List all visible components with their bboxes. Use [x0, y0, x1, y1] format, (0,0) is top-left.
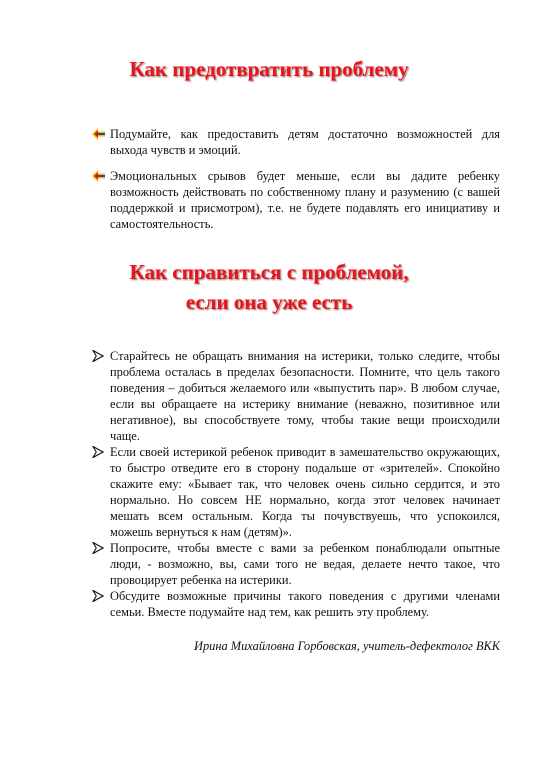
- list-item: [92, 126, 500, 158]
- prevention-list: [92, 126, 500, 242]
- list-item: [92, 444, 500, 540]
- list-item: [92, 348, 500, 444]
- list-item: [92, 540, 500, 588]
- list-item: [92, 168, 500, 232]
- list-item-text: Старайтесь не обращать внимания на истерики, только следите, чтобы проблема осталась в пределах безопасности. Помните, что цель такого поведения – добиться желаемого или «выпустить пар». В любом случае, если вы обращаете на истерику внимание (неважно, позитивное или негативное), вы способствуете тому, чтобы такие вещи происходили чаще.: [110, 349, 500, 443]
- chevron-bullet-icon: [92, 542, 106, 554]
- section-title-line: если она уже есть: [185, 290, 353, 314]
- list-item-text: Если своей истерикой ребенок приводит в замешательство окружающих, то быстро отведите его в сторону подальше от «зрителей». Спокойно скажите ему: «Бывает так, что человек очень сильно сердится, и это нормально. Но совсем НЕ нормально, когда этот человек начинает мешать всем остальным. Когда ты почувствуешь, что успокоился, можешь вернуться к нам (детям)».: [110, 445, 500, 539]
- section-title-handle: [0, 257, 538, 317]
- list-item-text: Обсудите возможные причины такого поведения с другими членами семьи. Вместе подумайте над тем, как решить эту проблему.: [110, 589, 500, 619]
- handling-list: [92, 348, 500, 620]
- author-signature: Ирина Михайловна Горбовская, учитель-дефектолог ВКК: [194, 639, 500, 653]
- list-item-text: Попросите, чтобы вместе с вами за ребенком понаблюдали опытные люди, - возможно, вы, сами того не ведая, делаете нечто такое, что провоцирует ребенка на истерики.: [110, 541, 500, 587]
- section-title-line: Как справиться с проблемой,: [129, 260, 409, 284]
- chevron-bullet-icon: [92, 446, 106, 458]
- chevron-bullet-icon: [92, 590, 106, 602]
- chevron-bullet-icon: [92, 350, 106, 362]
- arrow-bullet-icon: [92, 170, 106, 182]
- section-title-prevent: Как предотвратить проблему: [129, 57, 409, 81]
- list-item: [92, 588, 500, 620]
- arrow-bullet-icon: [92, 128, 106, 140]
- list-item-text: Эмоциональных срывов будет меньше, если вы дадите ребенку возможность действовать по собственному плану и разумению (с вашей поддержкой и присмотром), т.е. не будете подавлять его инициативу и самостоятельность.: [110, 169, 500, 231]
- list-item-text: Подумайте, как предоставить детям достаточно возможностей для выхода чувств и эмоций.: [110, 127, 500, 157]
